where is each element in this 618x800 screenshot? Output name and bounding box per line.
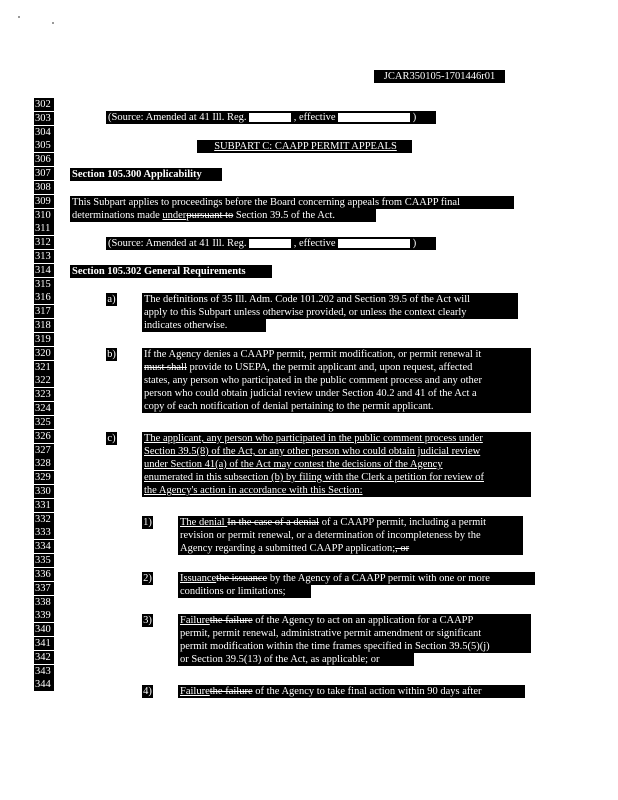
paragraph-line: permit modification within the time frames specified in Section 39.5(5)(j)	[178, 640, 531, 653]
line-number: 307	[34, 167, 54, 180]
line-number: 340	[34, 623, 54, 636]
line-number: 325	[34, 416, 54, 429]
line-number: 320	[34, 347, 54, 360]
line-number: 329	[34, 471, 54, 484]
line-number: 308	[34, 181, 54, 194]
line-number: 311	[34, 222, 54, 235]
line-number: 330	[34, 485, 54, 498]
subsection-line: The definitions of 35 Ill. Adm. Code 101.202 and Section 39.5 of the Act will	[142, 293, 518, 306]
paragraph-line: Failurethe failure of the Agency to act on an application for a CAAPP	[178, 614, 531, 627]
line-number: 335	[34, 554, 54, 567]
subpart-title: SUBPART C: CAAPP PERMIT APPEALS	[197, 140, 412, 153]
source-note: (Source: Amended at 41 Ill. Reg. , effective )	[106, 237, 436, 250]
paragraph-line: Issuancethe issuance by the Agency of a CAAPP permit with one or more	[178, 572, 535, 585]
line-number: 332	[34, 513, 54, 526]
source-note: (Source: Amended at 41 Ill. Reg. , effective )	[106, 111, 436, 124]
line-number: 341	[34, 637, 54, 650]
line-number: 310	[34, 209, 54, 222]
scan-speck	[52, 22, 54, 24]
line-number: 318	[34, 319, 54, 332]
line-number: 306	[34, 153, 54, 166]
line-number: 313	[34, 250, 54, 263]
line-number: 331	[34, 499, 54, 512]
line-number: 343	[34, 665, 54, 678]
line-number: 342	[34, 651, 54, 664]
scan-speck	[18, 16, 20, 18]
subsection-line: must shall provide to USEPA, the permit applicant and, upon request, affected	[142, 361, 531, 374]
line-number: 321	[34, 361, 54, 374]
section-body-line: This Subpart applies to proceedings before the Board concerning appeals from CAAPP final	[70, 196, 514, 209]
section-heading: Section 105.302 General Requirements	[70, 265, 272, 278]
paragraph-line: Failurethe failure of the Agency to take final action within 90 days after	[178, 685, 525, 698]
line-number: 317	[34, 305, 54, 318]
line-number: 339	[34, 609, 54, 622]
subsection-line: If the Agency denies a CAAPP permit, permit modification, or permit renewal it	[142, 348, 531, 361]
subsection-line: indicates otherwise.	[142, 319, 266, 332]
subsection-line: states, any person who participated in the public comment process and any other	[142, 374, 531, 387]
redacted-blank	[338, 113, 410, 122]
line-number: 309	[34, 195, 54, 208]
line-number: 304	[34, 126, 54, 139]
section-body-line: determinations made underpursuant to Section 39.5 of the Act.	[70, 209, 376, 222]
line-number: 319	[34, 333, 54, 346]
subsection-marker: a)	[107, 294, 116, 305]
line-number: 326	[34, 430, 54, 443]
subsection-marker: c)	[107, 433, 116, 444]
section-heading: Section 105.300 Applicability	[70, 168, 222, 181]
line-number: 312	[34, 236, 54, 249]
line-number: 333	[34, 526, 54, 539]
line-number: 302	[34, 98, 54, 111]
line-number: 323	[34, 388, 54, 401]
subsection-line: person who could obtain judicial review under Section 40.2 and 41 of the Act a	[142, 387, 531, 400]
paragraph-line: The denial In the case of a denial of a CAAPP permit, including a permit	[178, 516, 523, 529]
subsection-line: Section 39.5(8) of the Act, or any other person who could obtain judicial review	[142, 445, 531, 458]
subsection-line: the Agency's action in accordance with this Section:	[142, 484, 531, 497]
paragraph-line: revision or permit renewal, or a determination of incompleteness by the	[178, 529, 523, 542]
paragraph-marker: 1)	[143, 517, 152, 528]
paragraph-marker: 3)	[143, 615, 152, 626]
line-number: 337	[34, 582, 54, 595]
subsection-line: copy of each notification of denial pertaining to the permit applicant.	[142, 400, 531, 413]
subsection-line: apply to this Subpart unless otherwise provided, or unless the context clearly	[142, 306, 518, 319]
subsection-line: enumerated in this subsection (b) by filing with the Clerk a petition for review of	[142, 471, 531, 484]
line-number: 322	[34, 374, 54, 387]
line-number: 324	[34, 402, 54, 415]
paragraph-marker: 2)	[143, 573, 152, 584]
paragraph-line: or Section 39.5(13) of the Act, as applicable; or	[178, 653, 414, 666]
line-number: 338	[34, 596, 54, 609]
paragraph-marker: 4)	[143, 686, 152, 697]
paragraph-line: conditions or limitations;	[178, 585, 311, 598]
line-number: 334	[34, 540, 54, 553]
redacted-blank	[338, 239, 410, 248]
paragraph-line: Agency regarding a submitted CAAPP application;, or	[178, 542, 523, 555]
redacted-blank	[249, 239, 291, 248]
redacted-blank	[249, 113, 291, 122]
line-number: 315	[34, 278, 54, 291]
line-number: 327	[34, 444, 54, 457]
line-number: 328	[34, 457, 54, 470]
paragraph-line: permit, permit renewal, administrative permit amendment or significant	[178, 627, 531, 640]
line-number: 336	[34, 568, 54, 581]
line-number: 305	[34, 139, 54, 152]
subsection-line: under Section 41(a) of the Act may contest the decisions of the Agency	[142, 458, 531, 471]
line-number: 344	[34, 678, 54, 691]
subsection-line: The applicant, any person who participated in the public comment process under	[142, 432, 531, 445]
line-number: 316	[34, 291, 54, 304]
document-id: JCAR350105-1701446r01	[374, 70, 505, 83]
line-number: 303	[34, 112, 54, 125]
subsection-marker: b)	[107, 349, 116, 360]
line-number: 314	[34, 264, 54, 277]
